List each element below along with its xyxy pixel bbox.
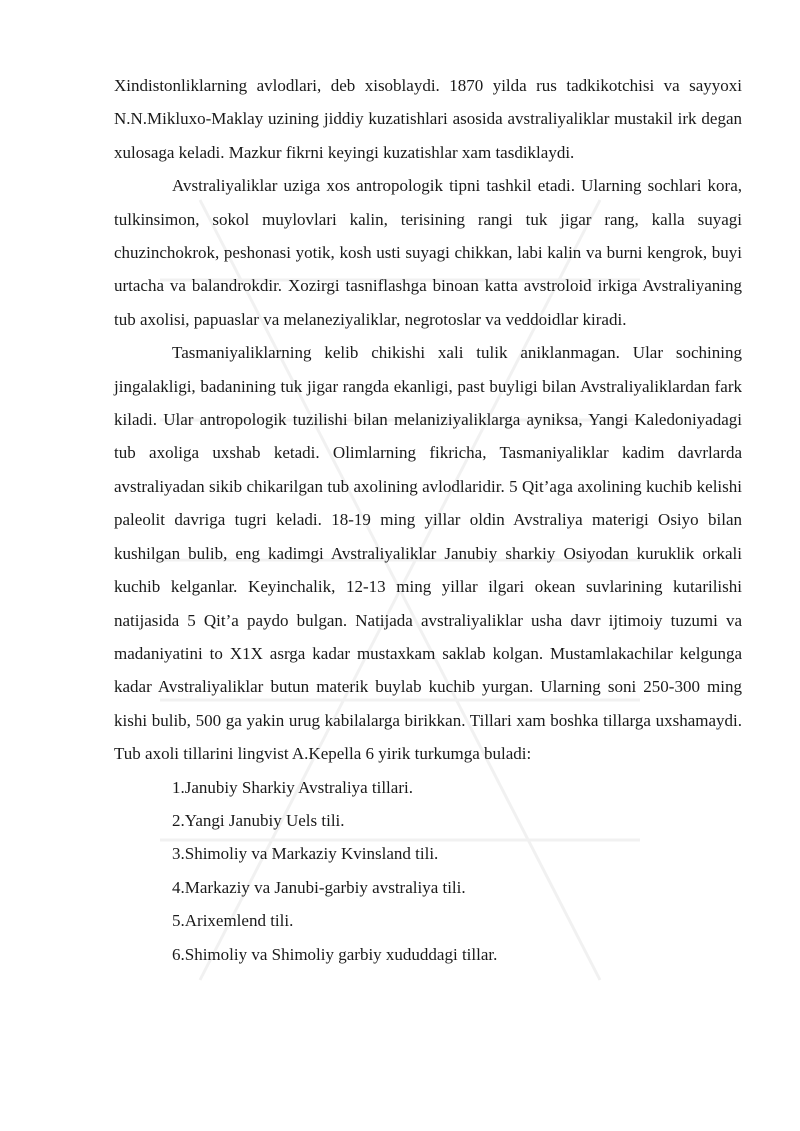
list-item: 1.Janubiy Sharkiy Avstraliya tillari. xyxy=(172,777,413,797)
language-group-list xyxy=(114,771,742,971)
paragraph-3: Tasmaniyaliklarning kelib chikishi xali tulik aniklanmagan. Ular sochining jingalakligi, badanining tuk jigar rangda ekanligi, past buyligi bilan Avstraliyaliklardan fark kiladi. Ular antropologik tuzilishi bilan melaniziyaliklarga ayniksa, Yangi Kaledoniyadagi tub axoliga uxshab ketadi. Olimlarning fikricha, Tasmaniyaliklar kadim davrlarda avstraliyadan sikib chikarilgan tub axolining avlodlaridir. 5 Qit’aga axolining kuchib kelishi paleolit davriga tugri keladi. 18-19 ming yillar oldin Avstraliya materigi Osiyo bilan kushilgan bulib, eng kadimgi Avstraliyaliklar Janubiy sharkiy Osiyodan kuruklik orkali kuchib kelganlar. Keyinchalik, 12-13 ming yillar ilgari okean suvlarining kutarilishi natijasida 5 Qit’a paydo bulgan. Natijada avstraliyaliklar usha davr ijtimoiy tuzumi va madaniyatini to X1X asrga kadar mustaxkam saklab kolgan. Mustamlakachilar kelgunga kadar Avstraliyaliklar butun materik buylab kuchib yurgan. Ularning soni 250-300 ming kishi bulib, 500 ga yakin urug kabilalarga birikkan. Tillari xam boshka tillarga uxshamaydi. Tub axoli tillarini lingvist A.Kepella 6 yirik turkumga buladi: xyxy=(114,343,742,764)
list-item: 6.Shimoliy va Shimoliy garbiy xududdagi tillar. xyxy=(172,944,498,964)
document-body xyxy=(114,69,742,971)
list-item: 2.Yangi Janubiy Uels tili. xyxy=(172,810,345,830)
paragraph-1: Xindistonliklarning avlodlari, deb xisoblaydi. 1870 yilda rus tadkikotchisi va sayyoxi N.N.Mikluxo-Maklay uzining jiddiy kuzatishlari asosida avstraliyaliklar mustakil irk degan xulosaga keladi. Mazkur fikrni keyingi kuzatishlar xam tasdiklaydi. xyxy=(114,76,742,162)
list-item: 3.Shimoliy va Markaziy Kvinsland tili. xyxy=(172,844,439,864)
paragraph-2: Avstraliyaliklar uziga xos antropologik tipni tashkil etadi. Ularning sochlari kora, tulkinsimon, sokol muylovlari kalin, terisining rangi tuk jigar rang, kalla suyagi chuzinchokrok, peshonasi yotik, kosh usti suyagi chikkan, labi kalin va burni kengrok, buyi urtacha va balandrokdir. Xozirgi tasniflashga binoan katta avstroloid irkiga Avstraliyaning tub axolisi, papuaslar va melaneziyaliklar, negrotoslar va veddoidlar kiradi. xyxy=(114,176,742,329)
list-item: 5.Arixemlend tili. xyxy=(172,911,294,931)
list-item: 4.Markaziy va Janubi-garbiy avstraliya tili. xyxy=(172,877,466,897)
